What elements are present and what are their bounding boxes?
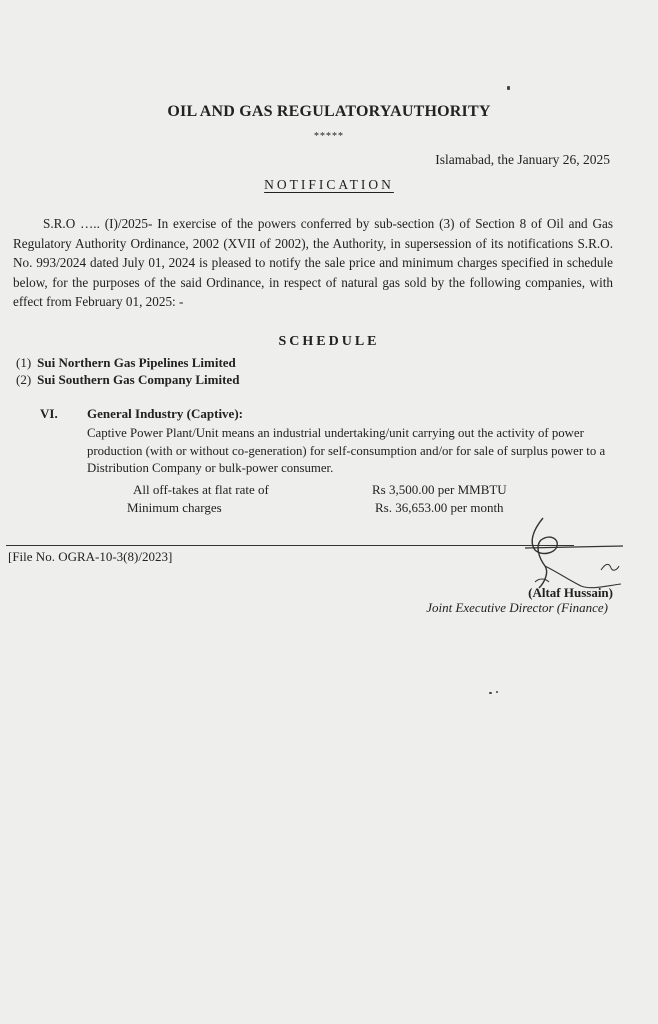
schedule-heading: SCHEDULE: [278, 334, 380, 349]
company-number: (1): [16, 355, 32, 370]
rate-label: All off-takes at flat rate of: [133, 482, 269, 497]
minimum-charges-value: Rs. 36,653.00 per month: [375, 500, 504, 515]
title-separator-stars: *****: [314, 131, 344, 142]
scan-speck: [496, 691, 498, 693]
signatory-name: (Altaf Hussain): [528, 585, 613, 600]
section-number: VI.: [40, 406, 58, 421]
notification-heading-text: NOTIFICATION: [264, 177, 394, 192]
footer-divider: [6, 545, 574, 546]
signatory-designation: Joint Executive Director (Finance): [426, 600, 608, 615]
section-description: Captive Power Plant/Unit means an industrial undertaking/unit carrying out the activity of power production (with or without co-generation) for self-consumption and/or for sale of surplus power to a Distribution Company or bulk-power consumer.: [87, 426, 606, 475]
minimum-charges-label: Minimum charges: [127, 500, 222, 515]
date-line: Islamabad, the January 26, 2025: [435, 152, 610, 167]
company-item: [16, 372, 239, 388]
company-item: [16, 355, 236, 371]
section-title: General Industry (Captive):: [87, 406, 243, 421]
scan-speck: [489, 692, 492, 694]
company-name: Sui Southern Gas Company Limited: [37, 372, 240, 387]
notification-paragraph: S.R.O ….. (I)/2025- In exercise of the powers conferred by sub-section (3) of Section 8 of Oil and Gas Regulatory Authority Ordinance, 2002 (XVII of 2002), the Authority, in supersession of its notifications S.R.O. No. 993/2024 dated July 01, 2024 is pleased to notify the sale price and minimum charges specified in schedule below, for the purposes of the said Ordinance, in respect of natural gas sold by the following companies, with effect from February 01, 2025: -: [13, 216, 613, 310]
scan-speck: [507, 86, 510, 90]
notification-heading: [0, 177, 658, 193]
company-number: (2): [16, 372, 32, 387]
file-number: [File No. OGRA-10-3(8)/2023]: [8, 549, 173, 564]
authority-title: OIL AND GAS REGULATORYAUTHORITY: [167, 103, 491, 120]
rate-value: Rs 3,500.00 per MMBTU: [372, 482, 507, 497]
company-name: Sui Northern Gas Pipelines Limited: [37, 355, 236, 370]
